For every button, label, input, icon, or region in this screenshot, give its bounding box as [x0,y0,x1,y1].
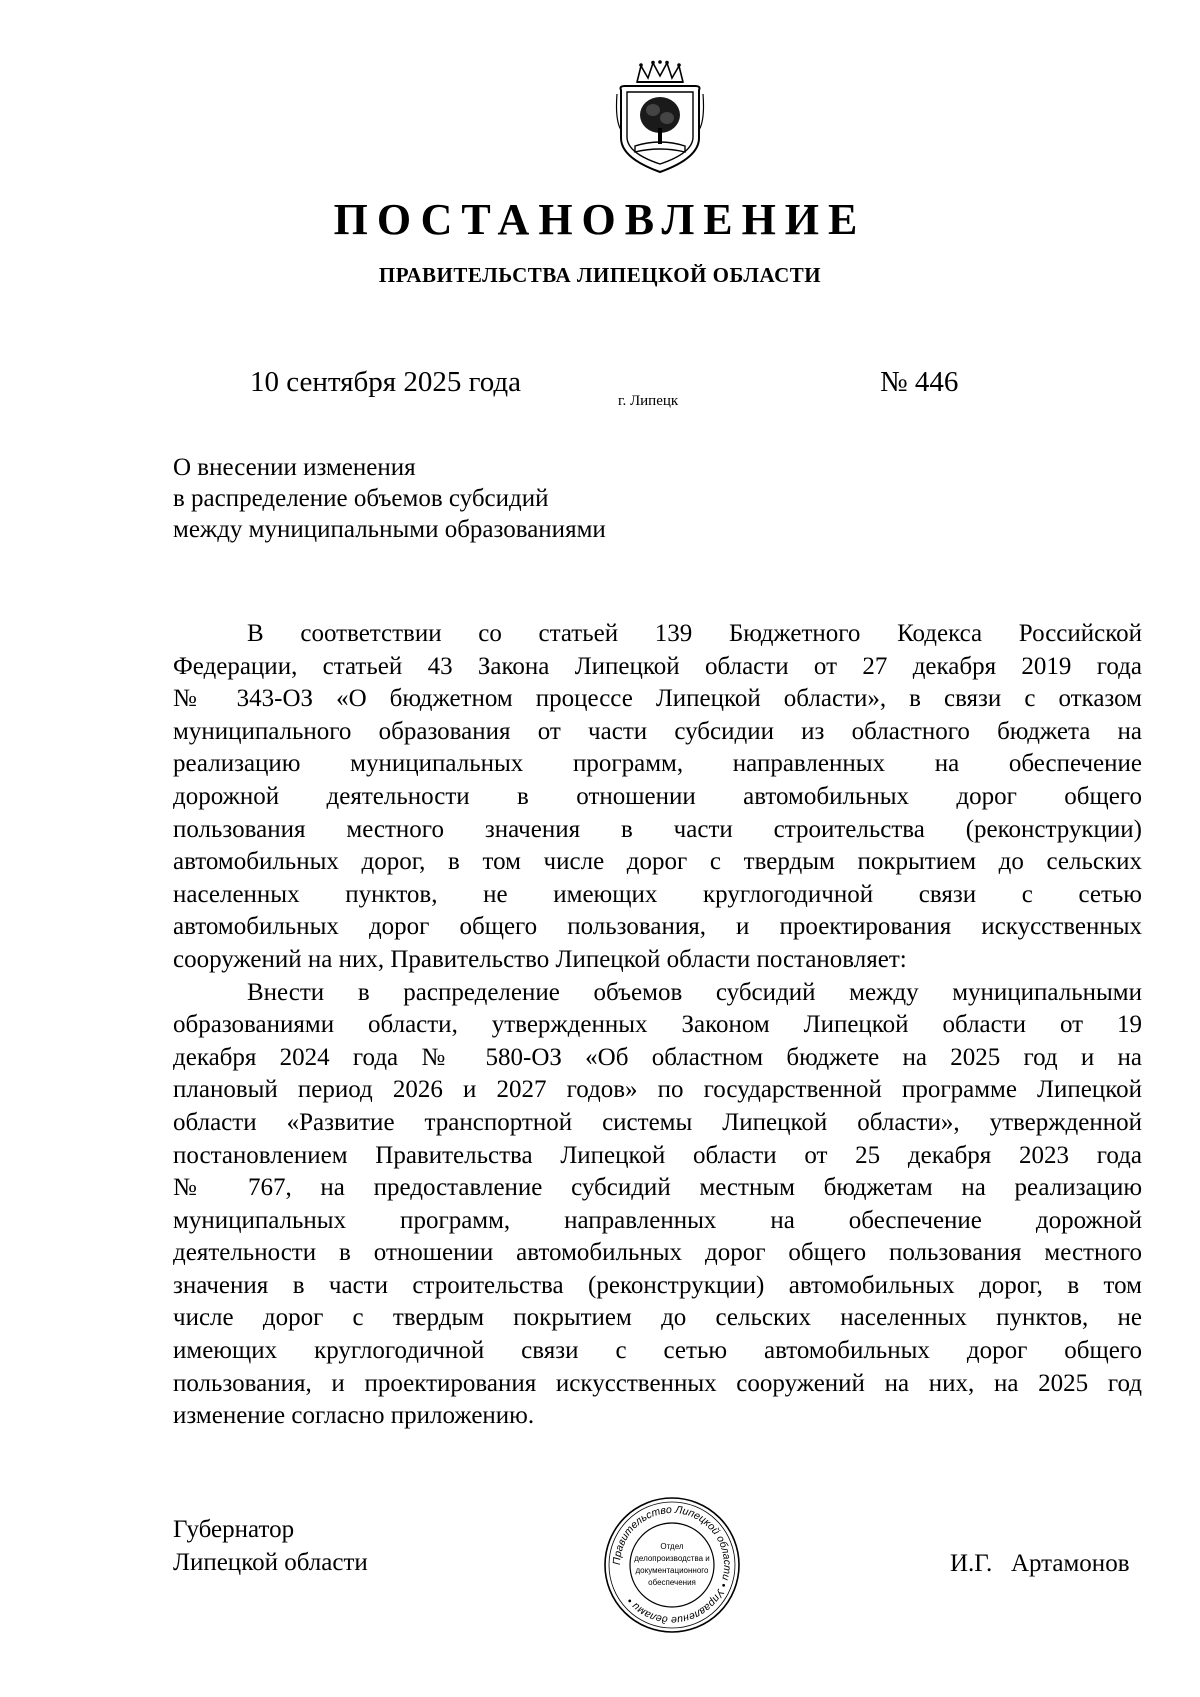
official-stamp [602,1495,742,1635]
signatory-name: И.Г. Артамонов [950,1550,1130,1577]
paragraph-resolution [173,977,1142,1433]
stamp-center-line: документационного [635,1566,709,1575]
document-number: № 446 [880,366,959,398]
body-line: сооружений на них, Правительство Липецкой области постановляет: [173,945,907,973]
body-line: муниципальных программ, направленных на обеспечение дорожной [173,1206,1142,1234]
body-line: дорожной деятельности в отношении автомобильных дорог общего [173,782,1142,810]
stamp-center-line: делопроизводства и [634,1554,710,1563]
subject-line: в распределение объемов субсидий [173,485,549,512]
body-line: изменение согласно приложению. [173,1402,535,1430]
body-line: постановлением Правительства Липецкой области от 25 декабря 2023 года [173,1141,1142,1169]
body-line: № 767, на предоставление субсидий местным бюджетам на реализацию [173,1174,1142,1202]
body-line: имеющих круглогодичной связи с сетью автомобильных дорог общего [173,1337,1142,1365]
body-line: реализацию муниципальных программ, направленных на обеспечение [173,750,1142,778]
body-line: пользования местного значения в части строительства (реконструкции) [173,815,1142,843]
body-line: автомобильных дорог, в том числе дорог с твердым покрытием до сельских [173,848,1142,876]
stamp-center-line: Отдел [660,1542,684,1551]
document-subject [173,452,606,545]
subject-line: между муниципальными образованиями [173,516,606,543]
body-line: Внести в распределение объемов субсидий между муниципальными [247,978,1142,1006]
body-line: пользования, и проектирования искусственных сооружений на них, на 2025 год [173,1369,1142,1397]
document-issuer: ПРАВИТЕЛЬСТВА ЛИПЕЦКОЙ ОБЛАСТИ [378,263,822,287]
body-line: декабря 2024 года № 580-ОЗ «Об областном бюджете на 2025 год и на [173,1043,1142,1071]
signatory-title-line: Губернатор [173,1516,295,1543]
body-line: В соответствии со статьей 139 Бюджетного Кодекса Российской [247,620,1142,647]
signatory-title-line: Липецкой области [173,1549,368,1576]
body-line: области «Развитие транспортной системы Липецкой области», утвержденной [173,1108,1142,1136]
body-line: плановый период 2026 и 2027 годов» по государственной программе Липецкой [173,1076,1142,1104]
body-line: автомобильных дорог общего пользования, и проектирования искусственных [173,913,1142,941]
body-line: населенных пунктов, не имеющих круглогодичной связи с сетью [173,880,1142,908]
body-line: № 343-ОЗ «О бюджетном процессе Липецкой области», в связи с отказом [173,685,1142,713]
body-line: муниципального образования от части субсидии из областного бюджета на [173,717,1142,745]
body-line: значения в части строительства (реконструкции) автомобильных дорог, в том [173,1271,1142,1299]
document-date: 10 сентября 2025 года [250,366,522,398]
coat-of-arms-icon [615,60,705,175]
body-line: Федерации, статьей 43 Закона Липецкой области от 27 декабря 2019 года [173,652,1142,680]
body-line: числе дорог с твердым покрытием до сельских населенных пунктов, не [173,1304,1142,1332]
stamp-center-line: обеспечения [648,1578,696,1587]
document-body [173,618,1142,1433]
body-line: деятельности в отношении автомобильных дорог общего пользования местного [173,1239,1142,1267]
stamp-ring-text: Правительство Липецкой области • Управление делами • [610,1503,734,1627]
body-line: образованиями области, утвержденных Законом Липецкой области от 19 [173,1011,1142,1039]
paragraph-preamble [173,618,1142,977]
subject-line: О внесении изменения [173,454,416,481]
signatory-title [173,1513,368,1579]
document-city: г. Липецк [618,393,679,409]
svg-text:Правительство Липецкой области [611,1504,733,1626]
document-title: ПОСТАНОВЛЕНИЕ [333,195,867,244]
